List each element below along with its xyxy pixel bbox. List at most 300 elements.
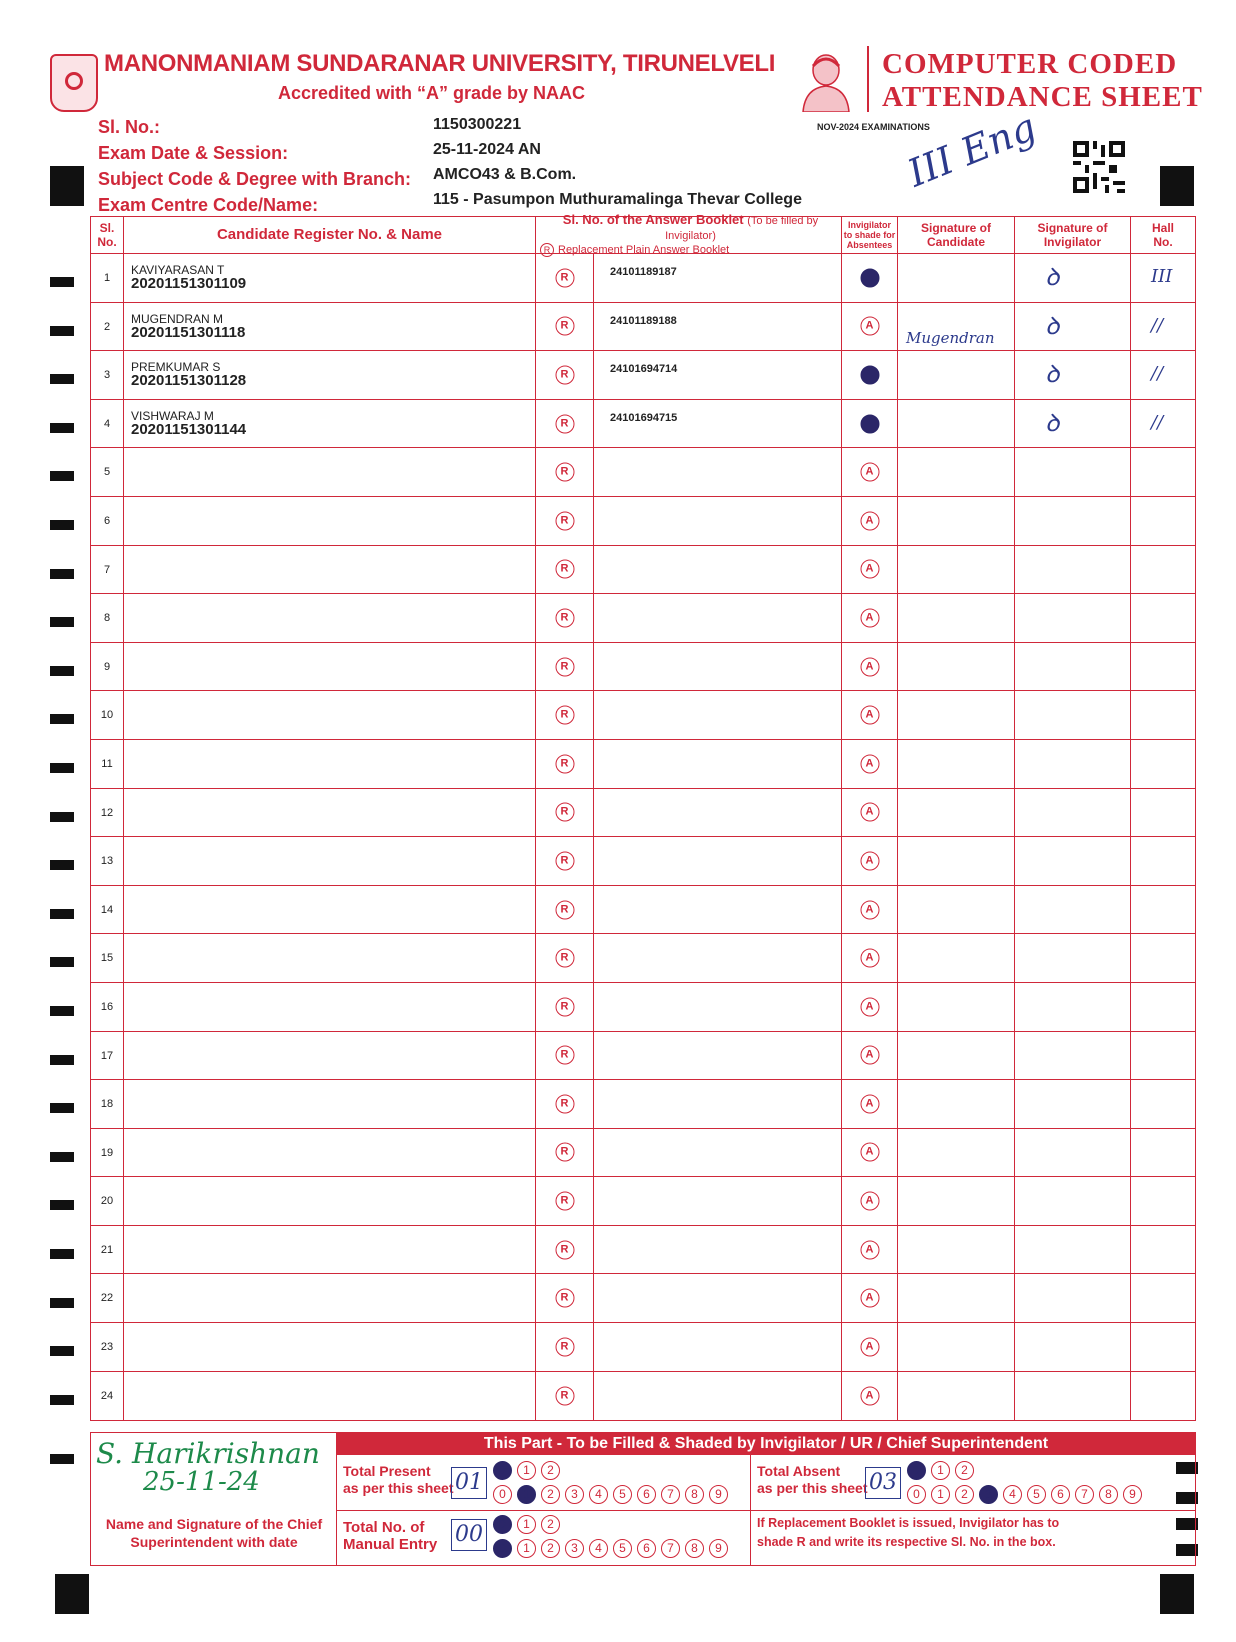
row-number: 3 (91, 351, 124, 399)
digit-bubble[interactable]: 1 (517, 1461, 536, 1480)
digit-bubble[interactable]: 1 (931, 1461, 950, 1480)
booklet-number: 24101694715 (594, 400, 842, 448)
table-row (91, 643, 1195, 692)
digit-bubble[interactable]: 2 (541, 1485, 560, 1504)
digit-bubble[interactable]: 7 (661, 1485, 680, 1504)
hall-no-cell (1131, 691, 1195, 739)
booklet-number: 24101189188 (594, 303, 842, 351)
replacement-bubble[interactable]: R (555, 268, 574, 287)
candidate-signature-cell (898, 837, 1015, 885)
digit-bubble[interactable]: 0 (907, 1461, 926, 1480)
absent-bubble[interactable]: A (860, 1337, 879, 1356)
digit-bubble[interactable]: 1 (931, 1485, 950, 1504)
hall-no-cell (1131, 1177, 1195, 1225)
digit-bubble[interactable]: 5 (613, 1539, 632, 1558)
timing-mark (50, 277, 74, 287)
sl-no-label: Sl. No.: (98, 117, 160, 137)
candidate-cell (124, 1226, 536, 1274)
digit-bubble[interactable]: 3 (565, 1539, 584, 1558)
total-present-box[interactable]: 01 (451, 1467, 487, 1499)
hall-no-cell (1131, 1226, 1195, 1274)
candidate-name: MUGENDRAN M (131, 311, 223, 326)
table-row (91, 303, 1195, 352)
timing-mark (50, 957, 74, 967)
digit-bubble[interactable]: 8 (685, 1539, 704, 1558)
candidate-cell (124, 691, 536, 739)
absent-cell (842, 1274, 898, 1322)
table-row (91, 691, 1195, 740)
timing-mark (50, 1346, 74, 1356)
replacement-bubble[interactable]: R (555, 1192, 574, 1211)
replacement-bubble[interactable]: R (555, 706, 574, 725)
digit-bubble[interactable]: 2 (541, 1461, 560, 1480)
absent-bubble[interactable]: A (860, 1192, 879, 1211)
timing-mark (50, 1200, 74, 1210)
invigilator-signature-cell (1015, 497, 1131, 545)
attendance-table (90, 212, 1196, 1421)
absent-bubble[interactable]: A (860, 997, 879, 1016)
table-row (91, 1032, 1195, 1081)
candidate-cell (124, 351, 536, 399)
table-row (91, 546, 1195, 595)
digit-bubble[interactable]: 6 (1051, 1485, 1070, 1504)
row-number: 19 (91, 1129, 124, 1177)
invigilator-signature-cell (1015, 1129, 1131, 1177)
row-number: 13 (91, 837, 124, 885)
replacement-bubble[interactable]: R (555, 997, 574, 1016)
university-name: MANONMANIAM SUNDARANAR UNIVERSITY, TIRUNELVELI (104, 50, 776, 77)
absent-cell (842, 351, 898, 399)
booklet-number: 24101694714 (594, 351, 842, 399)
candidate-cell (124, 643, 536, 691)
absent-cell (842, 886, 898, 934)
row-number: 5 (91, 448, 124, 496)
absent-bubble[interactable]: A (860, 1289, 879, 1308)
candidate-cell (124, 254, 536, 302)
digit-bubble[interactable]: 0 (493, 1485, 512, 1504)
row-number: 2 (91, 303, 124, 351)
absent-cell (842, 448, 898, 496)
digit-bubble[interactable]: 0 (493, 1539, 512, 1558)
replacement-bubble[interactable]: R (555, 1337, 574, 1356)
absent-bubble[interactable]: A (860, 1240, 879, 1259)
absent-cell (842, 594, 898, 642)
invigilator-signature-cell (1015, 594, 1131, 642)
booklet-number (594, 1372, 842, 1421)
replacement-bubble[interactable]: R (555, 1386, 574, 1405)
booklet-number (594, 1129, 842, 1177)
candidate-cell (124, 1080, 536, 1128)
row-number: 7 (91, 546, 124, 594)
candidate-signature-cell (898, 643, 1015, 691)
booklet-number (594, 789, 842, 837)
digit-bubble[interactable]: 3 (565, 1485, 584, 1504)
digit-bubble[interactable]: 5 (1027, 1485, 1046, 1504)
hall-no-cell (1131, 303, 1195, 351)
timing-mark (50, 812, 74, 822)
booklet-number (594, 448, 842, 496)
hall-no-cell (1131, 886, 1195, 934)
digit-bubble[interactable]: 1 (517, 1485, 536, 1504)
absent-units-bubbles[interactable] (907, 1485, 1142, 1504)
row-number: 21 (91, 1226, 124, 1274)
centre-value: 115 - Pasumpon Muthuramalinga Thevar College (433, 191, 802, 208)
replacement-cell (536, 1323, 594, 1371)
table-row (91, 1323, 1195, 1372)
replacement-cell (536, 1129, 594, 1177)
replacement-bubble[interactable]: R (555, 1143, 574, 1162)
candidate-signature-cell (898, 934, 1015, 982)
booklet-number (594, 740, 842, 788)
chief-superintendent-label: Name and Signature of the Chief Superintendent with date (105, 1516, 323, 1550)
absent-cell (842, 546, 898, 594)
absent-bubble[interactable]: A (860, 803, 879, 822)
chief-superintendent-cell (91, 1433, 337, 1565)
digit-bubble[interactable]: 0 (493, 1515, 512, 1534)
candidate-cell (124, 934, 536, 982)
digit-bubble[interactable]: 6 (637, 1539, 656, 1558)
header-invigilator-shade: Invigilator to shade for Absentees (842, 217, 898, 253)
replacement-bubble[interactable]: R (555, 414, 574, 433)
absent-bubble[interactable]: A (860, 317, 879, 336)
replacement-cell (536, 934, 594, 982)
hall-no-cell (1131, 1129, 1195, 1177)
replacement-cell (536, 740, 594, 788)
replacement-bubble[interactable]: R (555, 1046, 574, 1065)
hall-no-cell (1131, 254, 1195, 302)
absent-cell (842, 691, 898, 739)
absent-cell (842, 740, 898, 788)
manual-entry-box[interactable]: 00 (451, 1519, 487, 1551)
total-present-cell (337, 1455, 751, 1511)
total-absent-label: Total Absent as per this sheet (757, 1463, 868, 1496)
timing-mark (50, 423, 74, 433)
timing-mark (50, 1249, 74, 1259)
exam-date-value: 25-11-2024 AN (433, 141, 541, 158)
invigilator-signature-cell (1015, 740, 1131, 788)
candidate-cell (124, 1032, 536, 1080)
digit-bubble[interactable]: 2 (955, 1461, 974, 1480)
replacement-cell (536, 400, 594, 448)
candidate-signature-cell (898, 1177, 1015, 1225)
digit-bubble[interactable]: 6 (637, 1485, 656, 1504)
absent-bubble[interactable]: A (860, 1046, 879, 1065)
absent-bubble[interactable]: A (860, 706, 879, 725)
candidate-signature-cell (898, 303, 1015, 351)
replacement-bubble[interactable]: R (555, 463, 574, 482)
replacement-cell (536, 303, 594, 351)
candidate-signature-cell (898, 546, 1015, 594)
candidate-signature-cell (898, 983, 1015, 1031)
invigilator-signature-cell (1015, 983, 1131, 1031)
absent-bubble[interactable]: A (860, 657, 879, 676)
header-divider (867, 46, 869, 112)
hall-no: // (1151, 363, 1164, 385)
table-row (91, 400, 1195, 449)
absent-bubble[interactable]: A (860, 365, 879, 384)
digit-bubble[interactable]: 9 (709, 1485, 728, 1504)
absent-tens-bubbles[interactable] (907, 1461, 974, 1480)
absent-bubble[interactable]: A (860, 851, 879, 870)
table-row (91, 594, 1195, 643)
booklet-number (594, 1323, 842, 1371)
booklet-number (594, 1177, 842, 1225)
replacement-cell (536, 351, 594, 399)
absent-cell (842, 1129, 898, 1177)
absent-cell (842, 400, 898, 448)
qr-code-icon (1073, 141, 1125, 193)
timing-mark (50, 1006, 74, 1016)
candidate-signature-cell (898, 497, 1015, 545)
candidate-signature-cell (898, 1032, 1015, 1080)
invigilator-signature-cell (1015, 254, 1131, 302)
table-row (91, 789, 1195, 838)
invigilator-signature-cell (1015, 1274, 1131, 1322)
replacement-bubble[interactable]: R (555, 657, 574, 676)
candidate-signature-cell (898, 1226, 1015, 1274)
digit-bubble[interactable]: 1 (517, 1515, 536, 1534)
replacement-bubble[interactable]: R (555, 949, 574, 968)
invigilator-signature-cell (1015, 351, 1131, 399)
present-tens-bubbles[interactable] (493, 1461, 560, 1480)
booklet-number (594, 837, 842, 885)
hall-no-cell (1131, 789, 1195, 837)
row-number: 11 (91, 740, 124, 788)
absent-cell (842, 1032, 898, 1080)
invigilator-signature: ꝺ (1045, 360, 1060, 389)
hall-no-cell (1131, 1274, 1195, 1322)
absent-bubble[interactable]: A (860, 1143, 879, 1162)
absent-cell (842, 1323, 898, 1371)
invigilator-summary-section (90, 1432, 1196, 1566)
row-number: 23 (91, 1323, 124, 1371)
table-row (91, 351, 1195, 400)
replacement-cell (536, 886, 594, 934)
replacement-bubble[interactable]: R (555, 608, 574, 627)
replacement-bubble[interactable]: R (555, 560, 574, 579)
digit-bubble[interactable]: 4 (589, 1539, 608, 1558)
absent-bubble[interactable]: A (860, 608, 879, 627)
candidate-cell (124, 1323, 536, 1371)
invigilator-signature-cell (1015, 934, 1131, 982)
timing-mark (50, 1103, 74, 1113)
table-row (91, 497, 1195, 546)
candidate-signature-cell (898, 254, 1015, 302)
row-number: 17 (91, 1032, 124, 1080)
row-number: 16 (91, 983, 124, 1031)
replacement-bubble[interactable]: R (555, 365, 574, 384)
timing-mark (50, 714, 74, 724)
digit-bubble[interactable]: 8 (1099, 1485, 1118, 1504)
candidate-signature-cell (898, 1129, 1015, 1177)
row-number: 12 (91, 789, 124, 837)
handwritten-hall-note: III Eng (901, 104, 1043, 196)
digit-bubble[interactable]: 2 (541, 1539, 560, 1558)
absent-bubble[interactable]: A (860, 900, 879, 919)
absent-cell (842, 934, 898, 982)
absent-bubble[interactable]: A (860, 268, 879, 287)
digit-bubble[interactable]: 9 (709, 1539, 728, 1558)
digit-bubble[interactable]: 2 (541, 1515, 560, 1534)
replacement-bubble[interactable]: R (555, 900, 574, 919)
timing-mark (50, 1298, 74, 1308)
candidate-cell (124, 740, 536, 788)
booklet-number (594, 1274, 842, 1322)
replacement-cell (536, 691, 594, 739)
manual-entry-cell (337, 1511, 751, 1565)
absent-cell (842, 1080, 898, 1128)
candidate-name: PREMKUMAR S (131, 360, 221, 375)
sheet-title-line2: ATTENDANCE SHEET (882, 81, 1203, 113)
chief-superintendent-signature: S. Harikrishnan (96, 1437, 320, 1470)
absent-bubble[interactable]: A (860, 414, 879, 433)
replacement-cell (536, 1274, 594, 1322)
chief-superintendent-date: 25-11-24 (143, 1467, 260, 1497)
absent-cell (842, 254, 898, 302)
timing-mark (50, 1454, 74, 1464)
candidate-register-no: 20201151301109 (131, 275, 247, 292)
digit-bubble[interactable]: 2 (955, 1485, 974, 1504)
digit-bubble[interactable]: 0 (907, 1485, 926, 1504)
registration-mark (1160, 1574, 1194, 1614)
absent-bubble[interactable]: A (860, 463, 879, 482)
timing-mark (50, 1055, 74, 1065)
invigilator-signature-cell (1015, 691, 1131, 739)
hall-no-cell (1131, 740, 1195, 788)
candidate-cell (124, 448, 536, 496)
hall-no-cell (1131, 1323, 1195, 1371)
digit-bubble[interactable]: 3 (979, 1485, 998, 1504)
booklet-number (594, 643, 842, 691)
manual-units-bubbles[interactable] (493, 1539, 728, 1558)
replacement-cell (536, 1080, 594, 1128)
table-row (91, 254, 1195, 303)
present-units-bubbles[interactable] (493, 1485, 728, 1504)
timing-mark (50, 569, 74, 579)
hall-no: // (1151, 314, 1164, 336)
exam-date-label: Exam Date & Session: (98, 143, 289, 163)
candidate-signature-cell (898, 789, 1015, 837)
timing-mark (50, 666, 74, 676)
table-row (91, 983, 1195, 1032)
replacement-cell (536, 546, 594, 594)
digit-bubble[interactable]: 7 (661, 1539, 680, 1558)
subject-label: Subject Code & Degree with Branch: (98, 169, 412, 189)
candidate-signature-cell (898, 691, 1015, 739)
absent-cell (842, 1177, 898, 1225)
hall-no-cell (1131, 1372, 1195, 1421)
table-row (91, 1226, 1195, 1275)
digit-bubble[interactable]: 4 (1003, 1485, 1022, 1504)
timing-mark (50, 763, 74, 773)
candidate-name: VISHWARAJ M (131, 408, 214, 423)
timing-mark (50, 909, 74, 919)
invigilator-signature-cell (1015, 1226, 1131, 1274)
absent-bubble[interactable]: A (860, 1094, 879, 1113)
total-present-label: Total Present as per this sheet (343, 1463, 454, 1496)
timing-mark (50, 617, 74, 627)
hall-no-cell (1131, 497, 1195, 545)
replacement-bubble[interactable]: R (555, 511, 574, 530)
replacement-cell (536, 789, 594, 837)
invigilator-signature: ꝺ (1045, 311, 1060, 340)
digit-bubble[interactable]: 8 (685, 1485, 704, 1504)
candidate-signature-cell (898, 1080, 1015, 1128)
row-number: 1 (91, 254, 124, 302)
table-row (91, 1372, 1195, 1421)
row-number: 9 (91, 643, 124, 691)
replacement-bubble[interactable]: R (555, 803, 574, 822)
replacement-cell (536, 1032, 594, 1080)
candidate-cell (124, 837, 536, 885)
candidate-cell (124, 886, 536, 934)
replacement-bubble[interactable]: R (555, 1240, 574, 1259)
replacement-bubble[interactable]: R (555, 851, 574, 870)
r-symbol-icon: R (540, 243, 554, 257)
booklet-number (594, 983, 842, 1031)
candidate-signature-cell (898, 351, 1015, 399)
absent-bubble[interactable]: A (860, 511, 879, 530)
manual-tens-bubbles[interactable] (493, 1515, 560, 1534)
booklet-number (594, 886, 842, 934)
replacement-bubble[interactable]: R (555, 1289, 574, 1308)
candidate-name: KAVIYARASAN T (131, 263, 225, 277)
replacement-bubble[interactable]: R (555, 317, 574, 336)
replacement-note: If Replacement Booklet is issued, Invigilator has to shade R and write its respective Sl. No. in the box. (757, 1516, 1060, 1549)
absent-cell (842, 303, 898, 351)
sl-no-value: 1150300221 (433, 116, 522, 133)
digit-bubble[interactable]: 4 (589, 1485, 608, 1504)
candidate-cell (124, 789, 536, 837)
header-booklet: Sl. No. of the Answer Booklet (To be filled by Invigilator) R Replacement Plain Answer Booklet (536, 217, 842, 253)
manual-entry-label: Total No. of Manual Entry (343, 1519, 438, 1553)
header-invigilator-signature: Signature of Invigilator (1015, 217, 1131, 253)
invigilator-signature-cell (1015, 448, 1131, 496)
row-number: 6 (91, 497, 124, 545)
absent-bubble[interactable]: A (860, 754, 879, 773)
booklet-number (594, 1080, 842, 1128)
candidate-cell (124, 303, 536, 351)
digit-bubble[interactable]: 0 (493, 1461, 512, 1480)
replacement-bubble[interactable]: R (555, 1094, 574, 1113)
table-row (91, 886, 1195, 935)
digit-bubble[interactable]: 1 (517, 1539, 536, 1558)
absent-cell (842, 1372, 898, 1421)
absent-bubble[interactable]: A (860, 1386, 879, 1405)
digit-bubble[interactable]: 5 (613, 1485, 632, 1504)
total-absent-box[interactable]: 03 (865, 1467, 901, 1499)
absent-cell (842, 983, 898, 1031)
hall-no-cell (1131, 351, 1195, 399)
table-row (91, 740, 1195, 789)
booklet-number: 24101189187 (594, 254, 842, 302)
absent-bubble[interactable]: A (860, 949, 879, 968)
header-candidate: Candidate Register No. & Name (124, 217, 536, 253)
digit-bubble[interactable]: 7 (1075, 1485, 1094, 1504)
absent-bubble[interactable]: A (860, 560, 879, 579)
invigilator-signature-cell (1015, 400, 1131, 448)
row-number: 15 (91, 934, 124, 982)
total-absent-cell (751, 1455, 1195, 1511)
hall-no-cell (1131, 643, 1195, 691)
candidate-cell (124, 546, 536, 594)
timing-mark (50, 1152, 74, 1162)
table-row (91, 934, 1195, 983)
candidate-cell (124, 497, 536, 545)
replacement-bubble[interactable]: R (555, 754, 574, 773)
digit-bubble[interactable]: 9 (1123, 1485, 1142, 1504)
invigilator-signature-cell (1015, 1177, 1131, 1225)
